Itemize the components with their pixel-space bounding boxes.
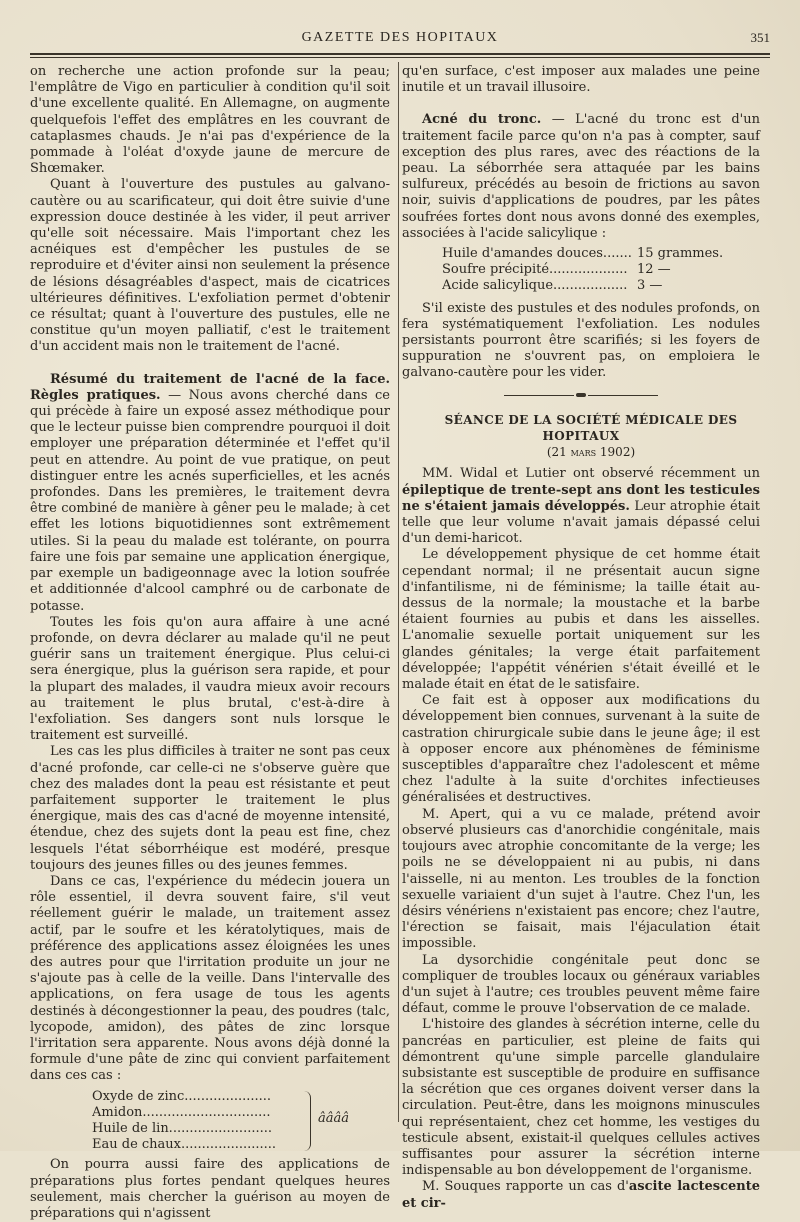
page-number: 351 xyxy=(750,30,770,45)
quantity: 3 — xyxy=(637,278,663,294)
ingredient: Eau de chaux....................... xyxy=(92,1137,277,1153)
section-heading: Acné du tronc. xyxy=(422,112,542,128)
formula-row xyxy=(442,262,760,278)
paragraph: Dans ce cas, l'expérience du médecin jouera un rôle essentiel, il devra souvent faire, s'il veut réellement guérir le malade, un traitement assez actif, par le soufre et les kératolytiques, mais de préférence des applications assez éloignées les unes des autres pour que l'irritation produite un jour ne s'ajoute pas à celle de la veille. Dans l'intervalle des applications, on fera usage de tous les agents destinés à décongestionner la peau, des poudres (talc, lycopode, amidon), des pâtes de zinc lorsque l'irritation sera apparente. Nous avons déjà donné la formule d'une pâte de zinc qui convient parfaitement dans ces cas : xyxy=(30,873,390,1084)
paragraph xyxy=(30,372,390,615)
formula-row xyxy=(92,1089,390,1105)
paragraph-text: M. Souques rapporte un cas d' xyxy=(422,1179,629,1195)
date-part: (21 xyxy=(546,445,571,460)
paragraph: On pourra aussi faire des applications de préparations plus fortes pendant quelques heures seulement, mais chercher la guérison au moyen de préparations qui n'agissent xyxy=(30,1157,390,1221)
paragraph: Les cas les plus difficiles à traiter ne sont pas ceux d'acné profonde, car celle-ci ne s'observe guère que chez des malades dont la peau est résistante et peut parfaitement supporter le traitement le plus énergique, mais des cas d'acné de moyenne intensité, étendue, chez des sujets dont la peau est fine, chez lesquels l'état séborrhéique est modéré, presque toujours des jeunes filles ou des jeunes femmes. xyxy=(30,744,390,873)
emphasis-text: épileptique de trente-sept ans dont les testicules ne s'étaient jamais développés. xyxy=(402,482,760,514)
paragraph xyxy=(402,466,760,547)
spacer xyxy=(30,356,390,372)
paragraph: on recherche une action profonde sur la peau; l'emplâtre de Vigo en particulier à condition qu'il soit d'une excellente qualité. En Allemagne, on augmente quelquefois l'effet des emplâtres en les couvrant de cataplasmes chauds. Je n'ai pas d'expérience de la pommade à l'oléat d'oxyde jaune de mercure de Shœmaker. xyxy=(30,64,390,177)
formula-row xyxy=(442,246,760,262)
paragraph-text: — L'acné du tronc est d'un traitement facile parce qu'on n'a pas à compter, sauf exception des plus rares, avec des réactions de la peau. La séborrhée sera attaquée par les bains sulfureux, précédés au besoin de frictions au savon noir, suivis d'applications de poudres, par les pâtes soufrées fortes dont nous avons donné des exemples, associées à l'acide salicylique : xyxy=(402,112,760,241)
paragraph xyxy=(402,1179,760,1211)
paragraph: Toutes les fois qu'on aura affaire à une acné profonde, on devra déclarer au malade qu'il ne peut guérir sans un traitement énergique. Plus celui-ci sera énergique, plus la guérison sera rapide, et pour la plupart des malades, il vaudra mieux avoir recours au traitement le plus brutal, c'est-à-dire à l'exfoliation. Ses dangers sont nuls lorsque le traitement est surveillé. xyxy=(30,614,390,744)
section-separator xyxy=(402,388,760,404)
ingredient: Amidon............................... xyxy=(92,1104,271,1120)
paragraph: Ce fait est à opposer aux modifications du développement bien connues, survenant à la suite de castration chirurgicale subie dans le jeune âge; il est à opposer encore aux phénomènes de féminisme susceptibles d'apparaître chez l'adolescent et même chez l'adulte à la suite d'orchites infectieuses généralisées et destructives. xyxy=(402,693,760,806)
header-rule-thick xyxy=(30,53,770,55)
formula-row xyxy=(442,278,760,294)
running-header xyxy=(30,30,770,50)
quantity: 12 — xyxy=(637,262,671,278)
quantity: 15 grammes. xyxy=(637,246,724,262)
date-month: mars xyxy=(570,445,597,460)
formula-brace xyxy=(304,1091,311,1151)
section-date xyxy=(402,444,760,460)
section-title: SÉANCE DE LA SOCIÉTÉ MÉDICALE DES HOPITAUX xyxy=(444,412,738,444)
formula-quantity: ââââ xyxy=(318,1110,350,1126)
paragraph-text: MM. Widal et Lutier ont observé récemment un xyxy=(422,466,760,482)
paragraph: qu'en surface, c'est imposer aux malades une peine inutile et un travail illusoire. xyxy=(402,64,760,96)
left-column xyxy=(30,64,390,1222)
paragraph-text: Leur atrophie était telle que leur volume n'avait jamais dépassé celui d'un demi-haricot. xyxy=(402,498,761,547)
section-heading: Résumé du traitement de l'acné de la face. Règles pratiques. xyxy=(30,371,390,403)
date-part: 1902) xyxy=(596,445,636,460)
header-rule-thin xyxy=(30,57,770,58)
paragraph: M. Apert, qui a vu ce malade, prétend avoir observé plusieurs cas d'anorchidie congénitale, mais toujours avec atrophie concomitante de la verge; les poils ne se développaient ni au pubis, ni dans l'aisselle, ni au menton. Les troubles de la fonction sexuelle variaient d'un sujet à l'autre. Chez l'un, les désirs vénériens n'existaient pas encore; chez l'autre, l'érection se faisait, mais l'éjaculation était impossible. xyxy=(402,806,760,952)
paragraph-text: — Nous avons cherché dans ce qui précède à faire un exposé assez méthodique pour que le lecteur puisse bien comprendre pourquoi il doit employer une préparation déterminée et l'effet qu'il peut en attendre. Au point de vue pratique, on peut distinguer entre les acnés superficielles, et les acnés profondes. Dans les premières, le traitement devra être combiné de manière à gêner peu le malade; à cet effet les lotions biquotidiennes sont extrêmement utiles. Si la peau du malade est tolérante, on pourra faire une fois par semaine une application énergique, par exemple un badigeonnage avec la lotion soufrée et additionnée d'alcool camphré ou de carbonate de potasse. xyxy=(30,387,390,614)
formula-zinc-paste xyxy=(92,1089,390,1154)
paragraph: Le développement physique de cet homme était cependant normal; il ne présentait aucun signe d'infantilisme, ni de féminisme; la taille était au-dessus de la normale; la moustache et la barbe étaient fournies au pubis et dans les aisselles. L'anomalie sexuelle portait uniquement sur les glandes génitales; la verge était parfaitement développée; l'appétit vénérien s'était éveillé et le malade était en état de le satisfaire. xyxy=(402,547,760,693)
paragraph: Quant à l'ouverture des pustules au galvano-cautère ou au scarificateur, qui doit être suivie d'une expression douce destinée à les vider, il peut arriver qu'elle soit nécessaire. Mais l'important chez les acnéiques est d'empêcher les pustules de se reproduire et d'éviter ainsi non seulement la présence de lésions désagréables d'aspect, mais de cicatrices ultérieures définitives. L'exfoliation permet d'obtenir ce résultat; quant à l'ouverture des pustules, elle ne constitue qu'un moyen palliatif, c'est le traitement d'un accident mais non le traitement de l'acné. xyxy=(30,177,390,355)
spacer xyxy=(402,96,760,112)
ingredient: Huile d'amandes douces....... xyxy=(442,246,632,262)
journal-title: GAZETTE DES HOPITAUX xyxy=(301,30,499,45)
ingredient: Soufre précipité................... xyxy=(442,262,628,278)
column-divider xyxy=(398,62,399,1122)
formula-salicylic xyxy=(442,246,760,295)
paragraph xyxy=(402,112,760,242)
paragraph: S'il existe des pustules et des nodules profonds, on fera systématiquement l'exfoliation. Les nodules persistants pourront être scarifiés; si les foyers de suppuration ne s'ouvrent pas, on emploiera le galvano-cautère pour les vider. xyxy=(402,300,760,381)
ingredient: Oxyde de zinc..................... xyxy=(92,1088,272,1104)
right-column xyxy=(402,64,760,1212)
paragraph: L'histoire des glandes à sécrétion interne, celle du pancréas en particulier, est pleine de faits qui démontrent qu'une simple parcelle glandulaire subsistante est susceptible de produire en suffisance la sécrétion que ces organes doivent verser dans la circulation. Peut-être, dans les moignons minuscules qui représentaient, chez cet homme, les vestiges du testicule absent, existait-il quelques cellules actives suffisantes pour assurer la sécrétion interne indispensable au bon développement de l'organisme. xyxy=(402,1017,760,1179)
ingredient: Acide salicylique.................. xyxy=(442,278,628,294)
paragraph: La dysorchidie congénitale peut donc se compliquer de troubles locaux ou généraux variables d'un sujet à l'autre; ces troubles peuvent même faire défaut, comme le prouve l'observation de ce malade. xyxy=(402,952,760,1017)
emphasis-text: ascite lactescente et cir- xyxy=(402,1179,760,1211)
ingredient: Huile de lin......................... xyxy=(92,1120,272,1136)
